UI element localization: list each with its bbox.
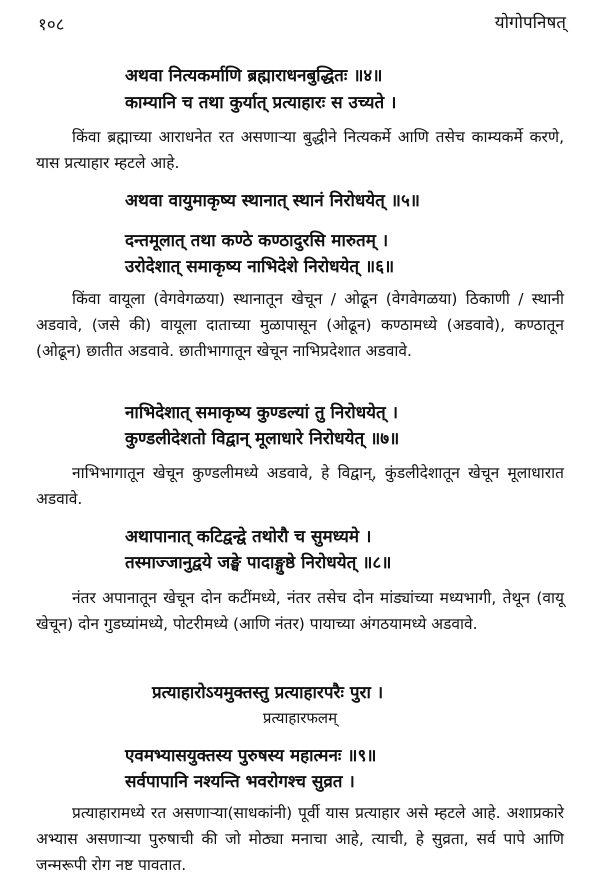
verse-line: सर्वपापानि नश्यन्ति भवरोगश्च सुव्रत । [125, 772, 355, 792]
page-header [0, 0, 600, 48]
verse-line: अथवा वायुमाकृष्य स्थानात् स्थानं निरोधयेत् ॥५॥ [125, 191, 420, 211]
verse-line: कुण्डलीदेशतो विद्वान् मूलाधारे निरोधयेत् ॥७॥ [125, 429, 400, 449]
commentary-paragraph: नाभिभागातून खेचून कुण्डलीमध्ये अडवावे, हे विद्वान्, कुंडलीदेशातून खेचून मूलाधारात अडवावे. [36, 464, 564, 508]
verse-line: अथापानात् कटिद्वन्द्वे तथोरौ च सुमध्यमे । [125, 527, 372, 547]
verse-line: प्रत्याहारोऽयमुक्तस्तु प्रत्याहारपरैः पुरा । [152, 683, 384, 703]
verse-line: नाभिदेशात् समाकृष्य कुण्डल्यां तु निरोधयेत् । [125, 403, 399, 423]
verse-line: एवमभ्यासयुक्तस्य पुरुषस्य महात्मनः ॥९॥ [125, 746, 377, 766]
section-label: प्रत्याहारफलम् [262, 709, 338, 727]
commentary-paragraph: किंवा ब्रह्माच्या आराधनेत रत असणाऱ्या बुद्धीने नित्यकर्मे आणि तसेच काम्यकर्मे करणे, यास प्रत्याहार म्हटले आहे. [36, 128, 564, 172]
verse-line: काम्यानि च तथा कुर्यात् प्रत्याहारः स उच्यते । [125, 93, 397, 113]
commentary-paragraph: प्रत्याहारामध्ये रत असणाऱ्या(साधकांनी) पूर्वी यास प्रत्याहार असे म्हटले आहे. अशाप्रकारे अभ्यास असणाऱ्या पुरुषाची की जो मोठ्या मनाचा आहे, त्याची, हे सुव्रता, सर्व पापे आणि जन्मरूपी रोग नष्ट पावतात. [36, 804, 564, 874]
verse-line: दन्तमूलात् तथा कण्ठे कण्ठादुरसि मारुतम् । [125, 231, 389, 251]
page-number: १०८ [38, 15, 65, 35]
commentary-paragraph: नंतर अपानातून खेचून दोन कटींमध्ये, नंतर तसेच दोन मांड्यांच्या मध्यभागी, तेथून (वायू खेचून) दोन गुडघ्यांमध्ये, पोटरीमध्ये (आणि नंतर) पायाच्या अंगठयामध्ये अडवावे. [36, 589, 564, 633]
running-title: योगोपनिषत् [494, 13, 566, 33]
verse-line: अथवा नित्यकर्माणि ब्रह्माराधनबुद्धितः ॥४॥ [125, 66, 383, 86]
commentary-paragraph: किंवा वायूला (वेगवेगळया) स्थानातून खेचून / ओढून (वेगवेगळया) ठिकाणी / स्थानी अडवावे, (जसे की) वायूला दाताच्या मुळापासून (ओढून) कण्ठामध्ये (अडवावे), कण्ठातून (ओढून) छातीत अडवावे. छातीभागातून खेचून नाभिप्रदेशात अडवावे. [36, 290, 564, 360]
verse-line: उरोदेशात् समाकृष्य नाभिदेशे निरोधयेत् ॥६॥ [125, 257, 395, 277]
verse-line: तस्माज्जानुद्वये जङ्घे पादाङ्गुष्ठे निरोधयेत् ॥८॥ [125, 553, 392, 573]
